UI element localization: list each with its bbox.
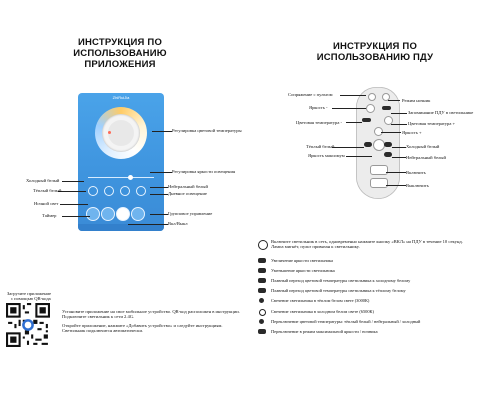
label-warm: Тёплый белый	[306, 144, 335, 149]
qr-caption	[7, 292, 51, 302]
power-button[interactable]	[116, 207, 130, 221]
legend-item: Уменьшение яркости светильника	[271, 268, 335, 273]
remote-warm-button[interactable]	[364, 142, 372, 147]
brightness-slider[interactable]	[88, 177, 154, 178]
legend-icon-temp-warm	[258, 288, 266, 293]
label-temp-minus: Цветовая температура -	[296, 120, 343, 125]
wheel-indicator-dot	[108, 131, 111, 134]
mode-day-icon[interactable]	[136, 186, 146, 196]
mode-cold-icon[interactable]	[88, 186, 98, 196]
label-brightness-max: Яркость максимум	[308, 153, 345, 158]
legend-item: Плавный переход цветовой температуры светильника к тёплому белому	[271, 288, 406, 293]
legend-item: Увеличение яркости светильника	[271, 258, 333, 263]
qr-note-2: Откройте приложение, нажмите «Добавить устройство» и следуйте инструкциям. Светильник подключится автоматически.	[62, 323, 223, 333]
app-title-line2: ПРИЛОЖЕНИЯ	[84, 59, 156, 70]
group-control-button[interactable]	[131, 207, 145, 221]
remote-temp-minus-button[interactable]	[362, 118, 371, 122]
label-on: Включить	[406, 170, 426, 175]
legend-item: Свечение светильника в тёплом белом свете (3000К)	[271, 298, 370, 303]
qr-code	[6, 303, 50, 347]
label-timer: Таймер	[42, 213, 57, 218]
label-day-mode: Дневное освещение	[168, 191, 207, 196]
legend-icon-cold-white	[259, 309, 266, 316]
remote-neutral-button[interactable]	[384, 152, 392, 157]
wheel-core	[108, 120, 134, 146]
brightness-slider-thumb[interactable]	[128, 175, 133, 180]
mode-warm-icon[interactable]	[104, 186, 114, 196]
label-brightness-plus: Яркость +	[402, 130, 422, 135]
legend-icon-brightness-down	[258, 268, 266, 273]
label-off: Выключить	[406, 183, 429, 188]
label-neutral: Нейтральный белый	[406, 155, 446, 160]
remote-cold-button[interactable]	[384, 142, 392, 147]
timer-button[interactable]	[101, 207, 115, 221]
remote-instructions-title: ИНСТРУКЦИЯ ПО ИСПОЛЬЗОВАНИЮ ПДУ	[316, 41, 434, 63]
label-brightness: Регулировка яркости освещения	[172, 169, 236, 174]
legend-icon-warm-white	[259, 298, 264, 303]
remote-off-button[interactable]	[370, 178, 388, 188]
app-instructions-title	[30, 37, 210, 70]
legend-icon-max-night	[258, 329, 266, 334]
app-phone-screenshot	[78, 93, 164, 231]
qr-caption-line1: Загрузите приложение	[7, 291, 52, 296]
label-pairing: Сопряжение с пультом	[288, 92, 333, 97]
qr-caption-line2: с помощью QR-кода	[11, 295, 51, 301]
remote-memory-button[interactable]	[382, 106, 391, 110]
remote-on-button[interactable]	[370, 165, 388, 175]
remote-brightness-minus-button[interactable]	[366, 104, 375, 113]
mode-neutral-icon[interactable]	[120, 186, 130, 196]
label-night-light: Ночной свет	[34, 201, 59, 206]
label-neutral-white: Нейтральный белый	[168, 184, 208, 189]
phone-header: ZhiRuiJia	[112, 95, 130, 100]
legend-item: Свечение светильника в холодном белом свете (6500К)	[271, 309, 374, 314]
remote-intro-text: Включите светильник в сеть, одновременно нажмите кнопку «ВКЛ» на ПДУ в течение 10 секунд. Лампа мигнёт, пульт привязан к светильнику.	[271, 239, 463, 249]
label-group-control: Групповое управление	[168, 211, 213, 216]
label-brightness-minus: Яркость -	[309, 105, 328, 110]
app-title-line1: ИНСТРУКЦИЯ ПО ИСПОЛЬЗОВАНИЮ	[73, 37, 167, 59]
night-light-button[interactable]	[86, 207, 100, 221]
remote-pairing-button[interactable]	[368, 93, 376, 101]
label-cold-white: Холодный белый	[26, 178, 60, 183]
pairing-icon	[258, 240, 268, 250]
legend-icon-temp-cold	[258, 278, 266, 283]
label-night-mode: Режим ночник	[402, 98, 431, 103]
remote-control	[356, 87, 400, 199]
phone-bottom-bar	[78, 224, 164, 231]
label-temp-plus: Цветовая температура +	[408, 121, 456, 126]
label-cold: Холодный белый	[406, 144, 440, 149]
label-memory: Запоминание ПДУ в светильнике	[408, 110, 474, 115]
qr-note-1: Установите приложение на свое мобильное устройство. QR-код расположен в инструкции. Подключите светильник к сети 2.4G.	[62, 309, 240, 319]
legend-icon-temp-switch	[259, 319, 264, 324]
legend-item: Переключение в режим максимальной яркости / ночника	[271, 329, 378, 334]
legend-item: Плавный переход цветовой температуры светильника к холодному белому	[271, 278, 411, 283]
legend-item: Переключение цветовой температуры: тёплый белый / нейтральный / холодный	[271, 319, 421, 324]
label-color-temp: Регулировка цветовой температуры	[172, 128, 242, 133]
label-onoff: Вкл/Выкл	[168, 221, 188, 226]
label-warm-white: Тёплый белый	[33, 188, 62, 193]
legend-icon-brightness-up	[258, 258, 266, 263]
